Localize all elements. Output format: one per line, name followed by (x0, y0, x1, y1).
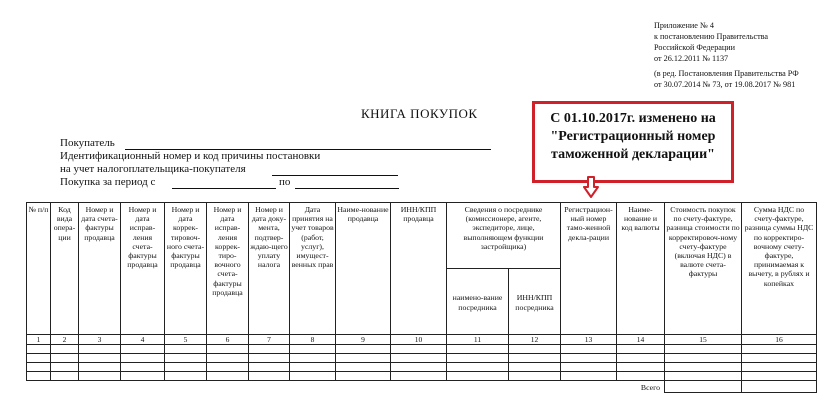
column-number: 16 (742, 335, 817, 345)
appendix-line: Российской Федерации (654, 43, 736, 52)
column-number: 7 (249, 335, 290, 345)
header-cell: № п/п (27, 203, 51, 335)
change-callout (532, 101, 734, 183)
header-cell: ИНН/КПП продавца (391, 203, 447, 335)
callout-line: таможенной декларации" (551, 147, 715, 162)
column-number: 8 (290, 335, 336, 345)
table-row[interactable] (27, 345, 817, 354)
column-number: 11 (447, 335, 509, 345)
page-title: КНИГА ПОКУПОК (361, 106, 478, 121)
header-cell-intermediary: Сведения о посреднике (комиссионере, агенте, экспедиторе, лице, выполняющем функции застройщика) (447, 203, 561, 269)
appendix-line: от 30.07.2014 № 73, от 19.08.2017 № 981 (654, 80, 796, 89)
total-vat-cell[interactable] (742, 381, 817, 393)
header-cell: Код вида опера-ции (51, 203, 79, 335)
inn-label-cont: на учет налогоплательщика-покупателя (60, 163, 246, 175)
header-cell: Сумма НДС по счету-фактуре, разница суммы НДС по корректиро-вочному счету-фактуре, принимаемая к вычету, в рублях и копейках (742, 203, 817, 335)
period-from-line[interactable] (172, 188, 276, 189)
header-cell: Номер и дата исправ-ления коррек-тиро-вочного счета-фактуры продавца (207, 203, 249, 335)
column-number: 6 (207, 335, 249, 345)
inn-label: Идентификационный номер и код причины постановки (60, 150, 321, 162)
header-cell: Наиме-нование и код валюты (617, 203, 665, 335)
appendix-line: от 26.12.2011 № 1137 (654, 54, 729, 63)
header-cell: Стоимость покупок по счету-фактуре, разница стоимости по корректировоч-ному счету-фактуре (включая НДС) в валюте счета-фактуры (665, 203, 742, 335)
column-number: 14 (617, 335, 665, 345)
column-number: 13 (561, 335, 617, 345)
period-to-label: по (279, 176, 291, 188)
header-cell: Дата принятия на учет товаров (работ, услуг), имущест-венных прав (290, 203, 336, 335)
buyer-field (60, 137, 115, 149)
column-number: 4 (121, 335, 165, 345)
header-cell-customs-declaration: Регистрацион-ный номер тамо-женной декла-рации (561, 203, 617, 335)
table-row[interactable] (27, 372, 817, 381)
callout-line: "Регистрационный номер (550, 129, 716, 144)
column-number: 2 (51, 335, 79, 345)
appendix-line: к постановлению Правительства (654, 32, 769, 41)
total-label: Всего (27, 381, 665, 393)
inn-line[interactable] (272, 175, 398, 176)
appendix-line: (в ред. Постановления Правительства РФ (654, 69, 799, 78)
callout-line: С 01.10.2017г. изменено на (550, 111, 716, 126)
total-row (27, 381, 817, 393)
header-cell: Номер и дата счета-фактуры продавца (79, 203, 121, 335)
column-number: 3 (79, 335, 121, 345)
table-header-row (27, 203, 817, 269)
purchase-book-table (26, 202, 817, 393)
appendix-block (654, 20, 799, 90)
down-arrow-icon (583, 176, 599, 198)
table-row[interactable] (27, 363, 817, 372)
column-number: 12 (509, 335, 561, 345)
subheader-cell: ИНН/КПП посредника (509, 269, 561, 335)
column-number: 15 (665, 335, 742, 345)
column-number: 9 (336, 335, 391, 345)
period-to-line[interactable] (295, 188, 399, 189)
column-number: 5 (165, 335, 207, 345)
buyer-label: Покупатель (60, 137, 115, 149)
column-number: 10 (391, 335, 447, 345)
subheader-cell: наимено-вание посредника (447, 269, 509, 335)
header-cell: Номер и дата исправ-ления счета-фактуры продавца (121, 203, 165, 335)
header-cell: Номер и дата доку-мента, подтвер-ждаю-щего уплату налога (249, 203, 290, 335)
appendix-line: Приложение № 4 (654, 21, 714, 30)
header-cell: Номер и дата коррек-тировоч-ного счета-фактуры продавца (165, 203, 207, 335)
header-cell: Наиме-нование продавца (336, 203, 391, 335)
table-row[interactable] (27, 354, 817, 363)
column-number: 1 (27, 335, 51, 345)
period-from-label: Покупка за период с (60, 176, 156, 188)
column-number-row (27, 335, 817, 345)
total-amount-cell[interactable] (665, 381, 742, 393)
